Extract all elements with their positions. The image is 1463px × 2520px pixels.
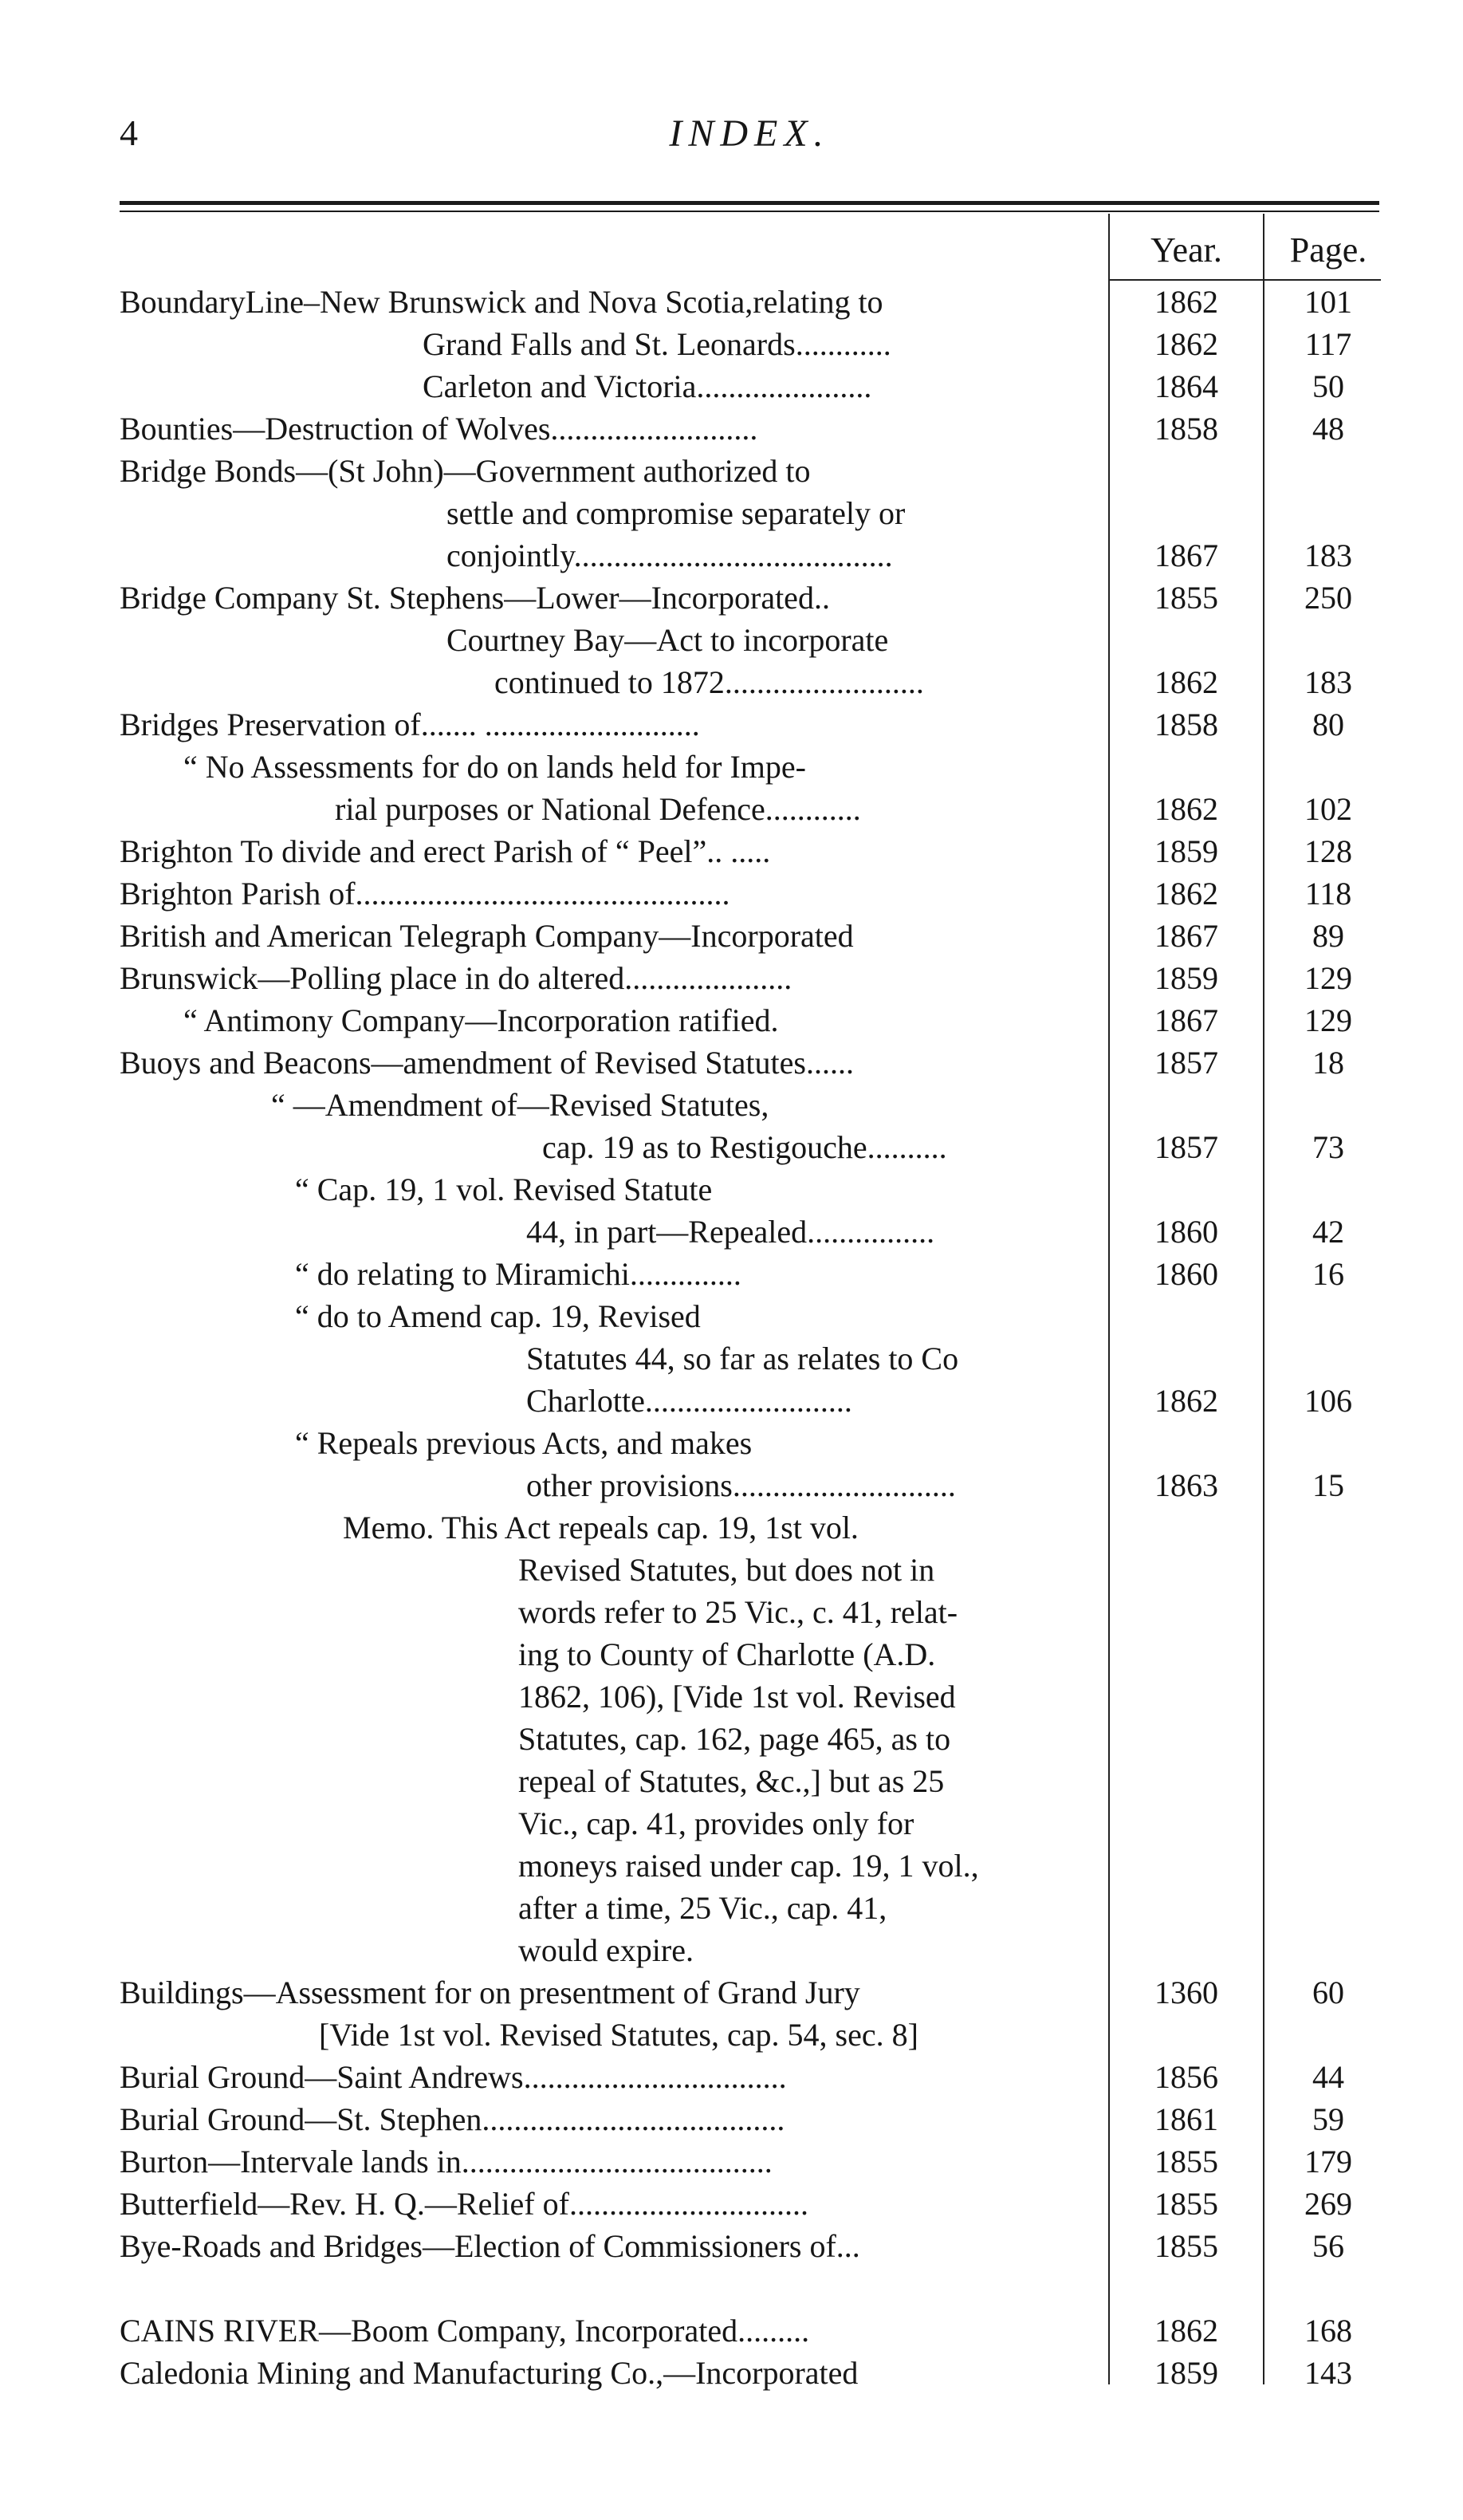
entry-text: Vic., cap. 41, provides only for	[518, 1805, 914, 1841]
entry-text: would expire.	[518, 1932, 694, 1968]
entry-text: “ Repeals previous Acts, and makes	[295, 1425, 753, 1461]
entry-year: 1861	[1154, 2101, 1218, 2137]
entry-page: 183	[1304, 537, 1352, 573]
entry-page: 89	[1312, 918, 1344, 954]
entry-year: 1859	[1154, 960, 1218, 996]
entry-page: 59	[1312, 2101, 1344, 2137]
entry-text: BoundaryLine–New Brunswick and Nova Scotia,relating to	[120, 284, 883, 320]
entry-page: 106	[1304, 1383, 1352, 1419]
entry-page: 118	[1304, 876, 1352, 912]
entry-text: Brighton To divide and erect Parish of “ Peel”.. .....	[120, 833, 771, 869]
entry-text: Brunswick—Polling place in do altered.....................	[120, 960, 792, 996]
index-entry-row	[120, 915, 1395, 957]
entry-text: other provisions............................	[526, 1467, 956, 1503]
entry-text: conjointly........................................	[446, 537, 893, 573]
entry-year: 1867	[1154, 537, 1218, 573]
entry-page: 101	[1304, 284, 1352, 320]
entry-page: 129	[1304, 1002, 1352, 1038]
index-entry-row	[120, 1380, 1395, 1422]
year-column-header: Year.	[1150, 230, 1222, 270]
page-number: 4	[120, 112, 138, 153]
entry-text: Brighton Parish of...............................................	[120, 876, 730, 912]
entry-page: 168	[1304, 2313, 1352, 2349]
entry-page: 73	[1312, 1129, 1344, 1165]
entry-page: 50	[1312, 368, 1344, 404]
index-entry-row	[120, 323, 1395, 365]
entry-text: after a time, 25 Vic., cap. 41,	[518, 1890, 887, 1926]
index-entry-row	[120, 492, 1395, 534]
entry-year: 1867	[1154, 918, 1218, 954]
entry-page: 56	[1312, 2228, 1344, 2264]
entry-text: “ No Assessments for do on lands held for Impe-	[183, 749, 806, 785]
index-entry-row	[120, 1929, 1395, 1971]
entry-page: 15	[1312, 1467, 1344, 1503]
index-entry-row	[120, 577, 1395, 619]
header-rule-thick	[120, 201, 1379, 205]
index-entry-row	[120, 1168, 1395, 1211]
entry-text: Memo. This Act repeals cap. 19, 1st vol.	[343, 1510, 859, 1545]
entry-year: 1862	[1154, 791, 1218, 827]
index-entry-row	[120, 1211, 1395, 1253]
header-rule-thin	[120, 211, 1379, 212]
entry-text: Charlotte..........................	[526, 1383, 852, 1419]
entry-year: 1360	[1154, 1975, 1218, 2010]
index-entry-row	[120, 1253, 1395, 1295]
index-entry-row	[120, 1802, 1395, 1845]
entry-text: Bridges Preservation of....... ...........................	[120, 707, 700, 742]
index-entry-row	[120, 1633, 1395, 1675]
entry-text: CAINS RIVER—Boom Company, Incorporated.........	[120, 2313, 810, 2349]
index-entry-row	[120, 1591, 1395, 1633]
entry-year: 1855	[1154, 2186, 1218, 2222]
index-entry-row	[120, 746, 1395, 788]
entry-page: 269	[1304, 2186, 1352, 2222]
running-title: INDEX.	[669, 112, 830, 155]
entry-year: 1860	[1154, 1256, 1218, 1292]
entry-year: 1862	[1154, 326, 1218, 362]
entry-text: Statutes 44, so far as relates to Co	[526, 1341, 959, 1376]
index-entry-row	[120, 619, 1395, 661]
entry-year: 1867	[1154, 1002, 1218, 1038]
entry-text: Statutes, cap. 162, page 465, as to	[518, 1721, 951, 1757]
index-entry-row	[120, 830, 1395, 872]
index-entry-row	[120, 1845, 1395, 1887]
entry-text: Buildings—Assessment for on presentment of Grand Jury	[120, 1975, 860, 2010]
entry-text: Buoys and Beacons—amendment of Revised Statutes......	[120, 1045, 854, 1081]
entry-page: 102	[1304, 791, 1352, 827]
entry-text: Bye-Roads and Bridges—Election of Commissioners of...	[120, 2228, 860, 2264]
index-entry-row	[120, 365, 1395, 408]
entry-year: 1863	[1154, 1467, 1218, 1503]
entry-year: 1862	[1154, 284, 1218, 320]
index-entry-row	[120, 1422, 1395, 1464]
entry-text: Burial Ground—St. Stephen......................................	[120, 2101, 785, 2137]
entry-text: repeal of Statutes, &c.,] but as 25	[518, 1763, 945, 1799]
entry-page: 250	[1304, 580, 1352, 616]
entry-text: Revised Statutes, but does not in	[518, 1552, 935, 1588]
entry-text: Bounties—Destruction of Wolves..........................	[120, 411, 758, 447]
entry-text: rial purposes or National Defence............	[335, 791, 861, 827]
entry-text: “ Cap. 19, 1 vol. Revised Statute	[295, 1171, 713, 1207]
entry-page: 179	[1304, 2144, 1352, 2179]
entry-year: 1862	[1154, 1383, 1218, 1419]
index-entry-row	[120, 1506, 1395, 1549]
index-entry-row	[120, 1549, 1395, 1591]
entry-year: 1855	[1154, 2144, 1218, 2179]
index-entry-row	[120, 450, 1395, 492]
entry-year: 1855	[1154, 2228, 1218, 2264]
entry-text: British and American Telegraph Company—Incorporated	[120, 918, 854, 954]
entry-page: 48	[1312, 411, 1344, 447]
entry-text: ing to County of Charlotte (A.D.	[518, 1636, 936, 1672]
entry-page: 60	[1312, 1975, 1344, 2010]
index-entry-row	[120, 1295, 1395, 1337]
index-entry-row	[120, 2140, 1395, 2183]
entry-text: Burial Ground—Saint Andrews.................................	[120, 2059, 787, 2095]
entry-text: Bridge Bonds—(St John)—Government authorized to	[120, 453, 811, 489]
entry-page: 16	[1312, 1256, 1344, 1292]
entry-text: Caledonia Mining and Manufacturing Co.,—Incorporated	[120, 2355, 859, 2391]
entry-page: 128	[1304, 833, 1352, 869]
entry-text: “ do to Amend cap. 19, Revised	[295, 1298, 701, 1334]
entry-text: Carleton and Victoria......................	[423, 368, 872, 404]
index-entry-row	[120, 1971, 1395, 2014]
index-entry-row	[120, 2056, 1395, 2098]
entry-year: 1859	[1154, 833, 1218, 869]
index-entry-row	[120, 1337, 1395, 1380]
entry-text: continued to 1872.........................	[494, 664, 924, 700]
entry-year: 1858	[1154, 411, 1218, 447]
entry-year: 1862	[1154, 664, 1218, 700]
index-entry-row	[120, 2098, 1395, 2140]
index-entry-row	[120, 534, 1395, 577]
index-entry-row	[120, 408, 1395, 450]
entry-text: 44, in part—Repealed................	[526, 1214, 935, 1250]
index-entry-row	[120, 2014, 1395, 2056]
entry-text: 1862, 106), [Vide 1st vol. Revised	[518, 1679, 956, 1715]
entry-text: Bridge Company St. Stephens—Lower—Incorporated..	[120, 580, 830, 616]
entry-text: Burton—Intervale lands in.......................................	[120, 2144, 773, 2179]
index-entry-row	[120, 2183, 1395, 2225]
index-entry-row	[120, 788, 1395, 830]
entry-year: 1864	[1154, 368, 1218, 404]
index-entry-row	[120, 999, 1395, 1041]
index-entry-row	[120, 281, 1395, 323]
page-header	[120, 112, 1379, 175]
entry-page: 42	[1312, 1214, 1344, 1250]
entry-page: 183	[1304, 664, 1352, 700]
index-entry-row	[120, 703, 1395, 746]
entry-text: Butterfield—Rev. H. Q.—Relief of..............................	[120, 2186, 808, 2222]
page-column-header: Page.	[1289, 230, 1367, 270]
entry-text: Grand Falls and St. Leonards............	[423, 326, 891, 362]
index-entry-row	[120, 957, 1395, 999]
index-entry-row	[120, 1126, 1395, 1168]
index-entry-row	[120, 1718, 1395, 1760]
index-entry-row	[120, 1041, 1395, 1084]
index-entry-row	[120, 1887, 1395, 1929]
index-entry-row	[120, 2309, 1395, 2352]
index-entry-row	[120, 872, 1395, 915]
entry-text: words refer to 25 Vic., c. 41, relat-	[518, 1594, 958, 1630]
entry-text: Courtney Bay—Act to incorporate	[446, 622, 889, 658]
entry-text: settle and compromise separately or	[446, 495, 906, 531]
index-entry-row	[120, 1675, 1395, 1718]
entry-year: 1862	[1154, 2313, 1218, 2349]
entry-text: “ Antimony Company—Incorporation ratified.	[183, 1002, 779, 1038]
entry-year: 1860	[1154, 1214, 1218, 1250]
index-entry-row	[120, 2267, 1395, 2309]
index-entry-row	[120, 1760, 1395, 1802]
entry-page: 80	[1312, 707, 1344, 742]
index-entry-row	[120, 2352, 1395, 2394]
index-entry-row	[120, 1464, 1395, 1506]
entry-page: 129	[1304, 960, 1352, 996]
entry-year: 1857	[1154, 1129, 1218, 1165]
entry-text: “ do relating to Miramichi..............	[295, 1256, 741, 1292]
entry-text: “ —Amendment of—Revised Statutes,	[271, 1087, 769, 1123]
entry-text: cap. 19 as to Restigouche..........	[542, 1129, 947, 1165]
entry-page: 117	[1304, 326, 1352, 362]
entry-page: 143	[1304, 2355, 1352, 2391]
entry-page: 18	[1312, 1045, 1344, 1081]
entry-text: [Vide 1st vol. Revised Statutes, cap. 54, sec. 8]	[319, 2017, 918, 2053]
entry-page: 44	[1312, 2059, 1344, 2095]
entry-year: 1862	[1154, 876, 1218, 912]
entry-year: 1855	[1154, 580, 1218, 616]
entry-year: 1857	[1154, 1045, 1218, 1081]
entry-year: 1856	[1154, 2059, 1218, 2095]
entry-year: 1859	[1154, 2355, 1218, 2391]
entry-text: moneys raised under cap. 19, 1 vol.,	[518, 1848, 979, 1884]
index-entry-row	[120, 2225, 1395, 2267]
index-entry-row	[120, 661, 1395, 703]
index-entries	[120, 281, 1395, 2394]
index-entry-row	[120, 1084, 1395, 1126]
entry-year: 1858	[1154, 707, 1218, 742]
